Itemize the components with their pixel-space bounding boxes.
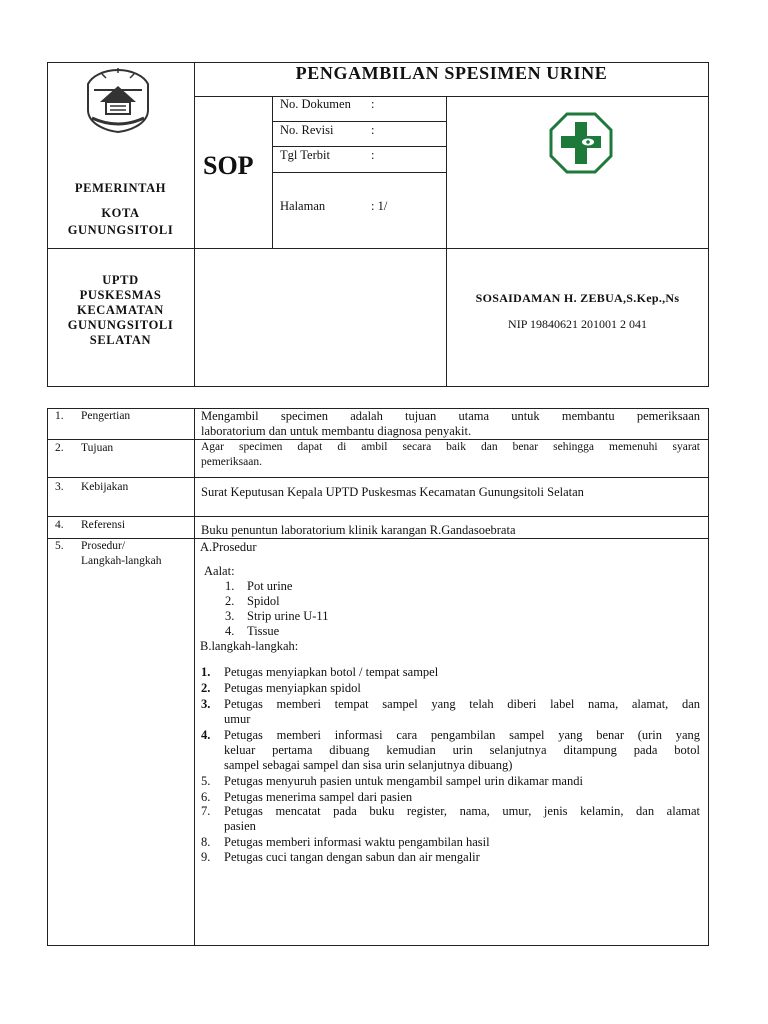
row-label: Kebijakan [81,481,129,493]
step-number: 3. [201,697,211,711]
step-text: Petugas memberi informasi cara pengambilan sampel yang benar (urin yang [224,728,700,742]
step-text: umur [224,712,251,726]
tool-item: Spidol [247,594,280,608]
tool-item: Strip urine U-11 [247,609,329,623]
doc-number-label: No. Dokumen [280,97,351,111]
step-text: Petugas menyiapkan botol / tempat sampel [224,665,439,679]
row-label: Tujuan [81,442,114,454]
city-label-2: GUNUNGSITOLI [67,223,174,237]
step-number: 4. [201,728,211,742]
unit-line: PUSKESMAS [79,288,162,302]
row-content: Buku penuntun laboratorium klinik karangan R.Gandasoebrata [201,523,516,537]
step-text: Petugas mencatat pada buku register, nama, umur, jenis kelamin, dan alamat [224,804,700,818]
row-content: pemeriksaan. [201,456,262,468]
gov-label: PEMERINTAH [74,181,167,195]
row-number: 2. [55,442,64,454]
row-content: Mengambil specimen adalah tujuan utama untuk membantu pemeriksaan [201,409,700,423]
step-number: 9. [201,850,211,864]
step-text: Petugas menerima sampel dari pasien [224,790,413,804]
step-number: 8. [201,835,211,849]
sop-label: SOP [203,151,254,180]
step-text: keluar pertama dibuang kemudian urin selanjutnya ditampung pada botol [224,743,700,757]
page-label: Halaman [280,199,326,213]
page-value: : 1/ [371,199,388,213]
issue-date-sep: : [371,148,375,162]
row-number: 1. [55,410,64,422]
row-content: Agar specimen dapat di ambil secara baik dan benar sehingga memenuhi syarat [201,441,700,453]
step-text: Petugas menyuruh pasien untuk mengambil sampel urin dikamar mandi [224,774,583,788]
step-number: 7. [201,804,211,818]
tool-number: 1. [225,579,235,593]
step-text: Petugas cuci tangan dengan sabun dan air mengalir [224,850,480,864]
row-label: Pengertian [81,410,131,422]
row-number: 4. [55,519,64,531]
unit-line: GUNUNGSITOLI [67,318,174,332]
tool-number: 4. [225,624,235,638]
step-text: Petugas memberi tempat sampel yang telah diberi label nama, alamat, dan [224,697,700,711]
health-cross-logo-icon [549,112,613,174]
row-label: Prosedur/ [81,540,126,552]
city-label-1: KOTA [101,206,140,220]
unit-line: KECAMATAN [77,303,164,317]
tool-number: 3. [225,609,235,623]
doc-number-sep: : [371,97,375,111]
unit-name [47,273,194,348]
step-number: 2. [201,681,211,695]
procedure-heading: A.Prosedur [200,540,257,554]
unit-line: SELATAN [89,333,152,347]
step-text: pasien [224,819,256,833]
step-text: sampel sebagai sampel dan sisa urin selanjutnya dibuang) [224,758,513,772]
unit-line: UPTD [102,273,139,287]
step-number: 5. [201,774,211,788]
step-number: 1. [201,665,211,679]
step-number: 6. [201,790,211,804]
row-content: laboratorium dan untuk membantu diagnosa penyakit. [201,424,472,438]
row-number: 3. [55,481,64,493]
revision-label: No. Revisi [280,123,334,137]
row-content: Surat Keputusan Kepala UPTD Puskesmas Kecamatan Gunungsitoli Selatan [201,485,584,499]
step-text: Petugas memberi informasi waktu pengambilan hasil [224,835,490,849]
signer-nip: NIP 19840621 201001 2 041 [508,317,647,331]
steps-heading: B.langkah-langkah: [200,639,299,653]
tools-label: Aalat: [204,564,235,578]
city-emblem-icon [80,66,156,136]
row-label: Referensi [81,519,126,531]
tool-item: Tissue [247,624,280,638]
revision-sep: : [371,123,375,137]
signer-name: SOSAIDAMAN H. ZEBUA,S.Kep.,Ns [475,291,680,305]
tool-item: Pot urine [247,579,293,593]
page-title: PENGAMBILAN SPESIMEN URINE [295,63,608,83]
row-number: 5. [55,540,64,552]
issue-date-label: Tgl Terbit [280,148,330,162]
step-text: Petugas menyiapkan spidol [224,681,361,695]
tool-number: 2. [225,594,235,608]
row-label: Langkah-langkah [81,555,162,567]
